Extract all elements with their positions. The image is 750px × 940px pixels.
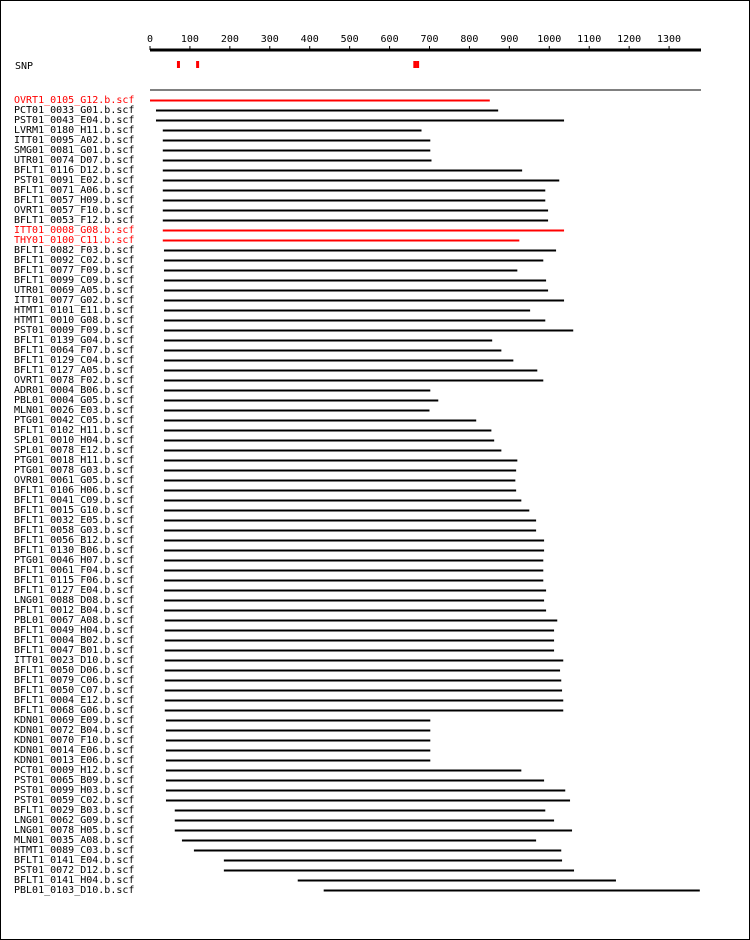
read-label: PST01_0091_E02.b.scf <box>14 175 135 186</box>
read-label: BFLT1_0049_H04.b.scf <box>14 625 135 636</box>
read-label: BFLT1_0141_E04.b.scf <box>14 855 135 866</box>
read-label: BFLT1_0141_H04.b.scf <box>14 875 135 886</box>
read-label: PTG01_0018_H11.b.scf <box>14 455 135 466</box>
read-label: UTR01_0074_D07.b.scf <box>14 155 135 166</box>
read-label: BFLT1_0064_F07.b.scf <box>14 345 135 356</box>
axis-tick-label: 1000 <box>537 34 562 45</box>
read-label: OVR01_0061_G05.b.scf <box>14 475 135 486</box>
axis-tick-label: 500 <box>340 34 359 45</box>
read-label: SMG01_0081_G01.b.scf <box>14 145 135 156</box>
read-label: MLN01_0035_A08.b.scf <box>14 835 135 846</box>
snp-marker <box>196 61 199 68</box>
read-label: LNG01_0078_H05.b.scf <box>14 825 135 836</box>
read-label: PTG01_0042_C05.b.scf <box>14 415 135 426</box>
read-label: BFLT1_0058_G03.b.scf <box>14 525 135 536</box>
read-label: BFLT1_0068_G06.b.scf <box>14 705 135 716</box>
read-label: BFLT1_0004_E12.b.scf <box>14 695 135 706</box>
read-label: MLN01_0026_E03.b.scf <box>14 405 135 416</box>
read-label: OVRT1_0078_F02.b.scf <box>14 375 135 386</box>
read-label: BFLT1_0139_G04.b.scf <box>14 335 135 346</box>
read-label: BFLT1_0079_C06.b.scf <box>14 675 135 686</box>
read-label: BFLT1_0130_B06.b.scf <box>14 545 135 556</box>
axis-tick-label: 1100 <box>577 34 602 45</box>
read-label: ITT01_0008_G08.b.scf <box>14 225 135 236</box>
axis-tick-label: 300 <box>260 34 279 45</box>
axis-tick-label: 600 <box>380 34 399 45</box>
axis-tick-label: 1200 <box>617 34 642 45</box>
read-label: SPL01_0078_E12.b.scf <box>14 445 135 456</box>
snp-marker <box>416 61 419 68</box>
read-label: PTG01_0078_G03.b.scf <box>14 465 135 476</box>
read-label: BFLT1_0127_E04.b.scf <box>14 585 135 596</box>
read-label: KDN01_0070_F10.b.scf <box>14 735 135 746</box>
read-label: THY01_0100_C11.b.scf <box>14 235 135 246</box>
read-label: OVRT1_0105_G12.b.scf <box>14 95 135 106</box>
read-label: UTR01_0069_A05.b.scf <box>14 285 135 296</box>
axis-tick-label: 900 <box>500 34 519 45</box>
read-label: BFLT1_0099_C09.b.scf <box>14 275 135 286</box>
read-label: BFLT1_0032_E05.b.scf <box>14 515 135 526</box>
read-label: BFLT1_0129_C04.b.scf <box>14 355 135 366</box>
read-label: KDN01_0013_E06.b.scf <box>14 755 135 766</box>
read-label: ITT01_0095_A02.b.scf <box>14 135 135 146</box>
read-label: PST01_0099_H03.b.scf <box>14 785 135 796</box>
snp-marker <box>177 61 180 68</box>
read-label: PST01_0059_C02.b.scf <box>14 795 135 806</box>
read-label: BFLT1_0092_C02.b.scf <box>14 255 135 266</box>
read-label: KDN01_0014_E06.b.scf <box>14 745 135 756</box>
snp-marker <box>413 61 416 68</box>
read-label: BFLT1_0127_A05.b.scf <box>14 365 135 376</box>
read-label: BFLT1_0061_F04.b.scf <box>14 565 135 576</box>
read-label: ITT01_0023_D10.b.scf <box>14 655 135 666</box>
read-label: BFLT1_0056_B12.b.scf <box>14 535 135 546</box>
read-label: BFLT1_0047_B01.b.scf <box>14 645 135 656</box>
axis-tick-label: 400 <box>300 34 319 45</box>
read-label: BFLT1_0102_H11.b.scf <box>14 425 135 436</box>
read-label: KDN01_0072_B04.b.scf <box>14 725 135 736</box>
read-label: PBL01_0004_G05.b.scf <box>14 395 135 406</box>
read-label: SPL01_0010_H04.b.scf <box>14 435 135 446</box>
read-label: PST01_0009_F09.b.scf <box>14 325 135 336</box>
read-label: BFLT1_0071_A06.b.scf <box>14 185 135 196</box>
axis-tick-label: 1300 <box>657 34 682 45</box>
read-label: PBL01_0067_A08.b.scf <box>14 615 135 626</box>
read-label: PCT01_0009_H12.b.scf <box>14 765 135 776</box>
read-label: BFLT1_0115_F06.b.scf <box>14 575 135 586</box>
axis-tick-label: 800 <box>460 34 479 45</box>
read-label: LNG01_0062_G09.b.scf <box>14 815 135 826</box>
read-label: HTMT1_0089_C03.b.scf <box>14 845 135 856</box>
axis-tick-label: 100 <box>180 34 199 45</box>
read-label: LNG01_0088_D08.b.scf <box>14 595 135 606</box>
read-label: LVRM1_0180_H11.b.scf <box>14 125 135 136</box>
read-label: HTMT1_0101_E11.b.scf <box>14 305 135 316</box>
axis-tick-label: 0 <box>146 34 154 45</box>
read-label: BFLT1_0004_B02.b.scf <box>14 635 135 646</box>
read-label: HTMT1_0010_G08.b.scf <box>14 315 135 326</box>
read-label: OVRT1_0057_F10.b.scf <box>14 205 135 216</box>
read-label: ADR01_0004_B06.b.scf <box>14 385 135 396</box>
read-label: BFLT1_0050_D06.b.scf <box>14 665 135 676</box>
snp-label: SNP <box>15 61 34 72</box>
read-label: PTG01_0046_H07.b.scf <box>14 555 135 566</box>
axis-tick-label: 700 <box>420 34 439 45</box>
read-label: BFLT1_0015_G10.b.scf <box>14 505 135 516</box>
read-label: PST01_0065_B09.b.scf <box>14 775 135 786</box>
read-label: BFLT1_0057_H09.b.scf <box>14 195 135 206</box>
read-label: BFLT1_0012_B04.b.scf <box>14 605 135 616</box>
read-label: PST01_0043_E04.b.scf <box>14 115 135 126</box>
read-label: KDN01_0069_E09.b.scf <box>14 715 135 726</box>
read-label: PBL01_0103_D10.b.scf <box>14 885 135 896</box>
read-label: BFLT1_0077_F09.b.scf <box>14 265 135 276</box>
read-label: BFLT1_0116_D12.b.scf <box>14 165 135 176</box>
read-label: PST01_0072_D12.b.scf <box>14 865 135 876</box>
read-label: ITT01_0077_G02.b.scf <box>14 295 135 306</box>
read-label: BFLT1_0050_C07.b.scf <box>14 685 135 696</box>
read-label: BFLT1_0041_C09.b.scf <box>14 495 135 506</box>
read-label: BFLT1_0106_H06.b.scf <box>14 485 135 496</box>
read-label: BFLT1_0029_B03.b.scf <box>14 805 135 816</box>
read-label: BFLT1_0053_F12.b.scf <box>14 215 135 226</box>
read-label: BFLT1_0082_F03.b.scf <box>14 245 135 256</box>
axis-tick-label: 200 <box>220 34 239 45</box>
read-label: PCT01_0033_G01.b.scf <box>14 105 135 116</box>
